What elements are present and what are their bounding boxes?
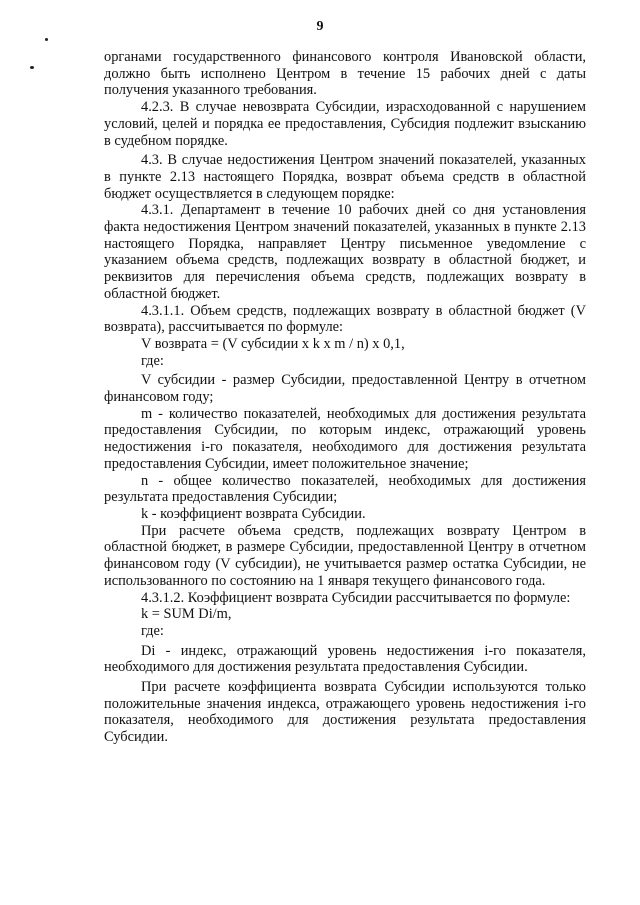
paragraph-calculation-note: При расчете объема средств, подлежащих возврату Центром в областной бюджет, в размере Субсидии, предоставленной Центру в отчетном финансовом году (V субсидии), не учитывается размер остатка Субсидии, не использованного по состоянию на 1 января текущего финансового года. <box>104 522 586 589</box>
definition-n: n - общее количество показателей, необходимых для достижения результата предоставления Субсидии; <box>104 472 586 506</box>
definition-di: Di - индекс, отражающий уровень недостижения i-го показателя, необходимого для достижения результата предоставления Субсидии. <box>104 642 586 676</box>
paragraph-4-3-1: 4.3.1. Департамент в течение 10 рабочих дней со дня установления факта недостижения Центром значений показателей, указанных в пункте 2.13 настоящего Порядка, направляет Центру письменное уведомление с указанием объема средств, подлежащих возврату в областной бюджет, и реквизитов для перечисления объема средств, подлежащих возврату в областной бюджет. <box>104 202 586 302</box>
where-label: где: <box>141 622 164 639</box>
paragraph-coefficient-note: При расчете коэффициента возврата Субсидии используются только положительные значения индекса, отражающего уровень недостижения i-го показателя, необходимого для достижения результата предоставления Субсидии. <box>104 679 586 746</box>
paragraph-4-2-3: 4.2.3. В случае невозврата Субсидии, израсходованной с нарушением условий, целей и порядка ее предоставления, Субсидия подлежит взысканию в судебном порядке. <box>104 99 586 149</box>
formula-v-return: V возврата = (V субсидии x k x m / n) x 0,1, <box>141 335 405 352</box>
paragraph-4-3: 4.3. В случае недостижения Центром значений показателей, указанных в пункте 2.13 настоящего Порядка, возврат объема средств в областной бюджет осуществляется в следующем порядке: <box>104 152 586 202</box>
scan-speck <box>30 66 34 69</box>
scan-speck <box>45 38 48 41</box>
page-number: 9 <box>316 19 324 34</box>
formula-k: k = SUM Di/m, <box>141 606 232 623</box>
paragraph-4-3-1-1: 4.3.1.1. Объем средств, подлежащих возврату в областной бюджет (V возврата), рассчитывается по формуле: <box>104 302 586 336</box>
definition-k: k - коэффициент возврата Субсидии. <box>141 505 366 522</box>
paragraph-4-3-1-2: 4.3.1.2. Коэффициент возврата Субсидии рассчитывается по формуле: <box>141 589 571 606</box>
where-label: где: <box>141 352 164 369</box>
paragraph-continuation: органами государственного финансового контроля Ивановской области, должно быть исполнено Центром в течение 15 рабочих дней с даты получения указанного требования. <box>104 49 586 99</box>
document-body <box>104 49 586 746</box>
definition-v-subsidy: V субсидии - размер Субсидии, предоставленной Центру в отчетном финансовом году; <box>104 372 586 406</box>
definition-m: m - количество показателей, необходимых для достижения результата предоставления Субсидии, по которым индекс, отражающий уровень недостижения i-го показателя, необходимого для достижения результата предоставления Субсидии, имеет положительное значение; <box>104 405 586 472</box>
